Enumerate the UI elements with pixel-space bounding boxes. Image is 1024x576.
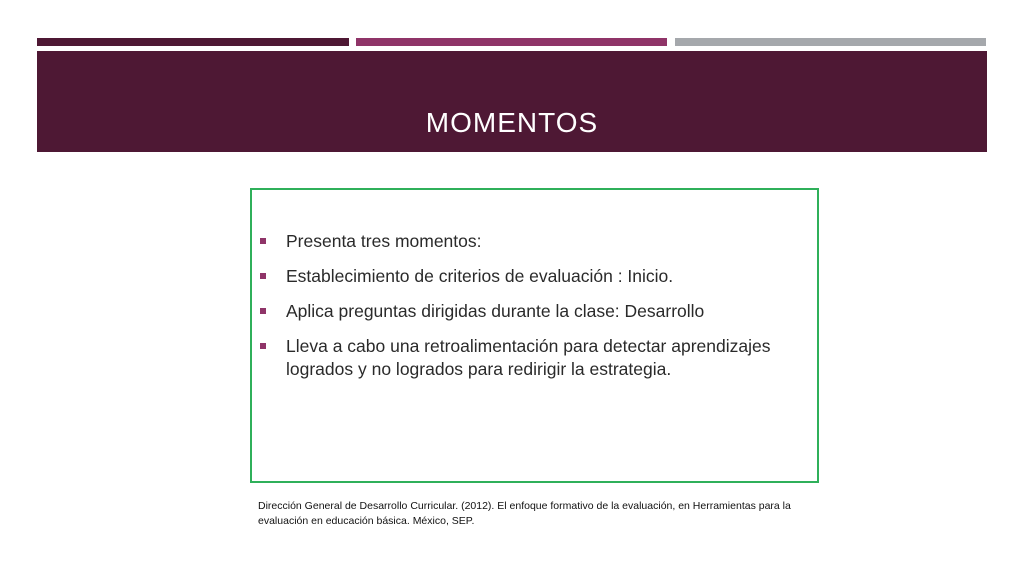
slide-title: MOMENTOS [425,107,599,138]
square-bullet-icon [260,308,266,314]
square-bullet-icon [260,273,266,279]
square-bullet-icon [260,343,266,349]
bullet-text: Aplica preguntas dirigidas durante la clase: Desarrollo [286,301,705,321]
header-stripe-magenta [356,38,667,46]
bullet-text: Establecimiento de criterios de evaluación : Inicio. [286,266,674,286]
citation: Dirección General de Desarrollo Curricular. (2012). El enfoque formativo de la evaluación, en Herramientas para la evaluación en educación básica. México, SEP. [258,500,791,527]
content-box [250,188,819,483]
bullet-item [260,300,800,323]
bullet-text: Presenta tres momentos: [286,231,482,251]
square-bullet-icon [260,238,266,244]
bullet-item [260,335,800,381]
bullet-list [260,230,800,393]
title-bar [37,51,987,152]
header-stripe-dark [37,38,349,46]
header-stripe-gray [675,38,986,46]
bullet-item [260,265,800,288]
bullet-text: Lleva a cabo una retroalimentación para detectar aprendizajes logrados y no logrados para redirigir la estrategia. [286,336,771,379]
bullet-item [260,230,800,253]
